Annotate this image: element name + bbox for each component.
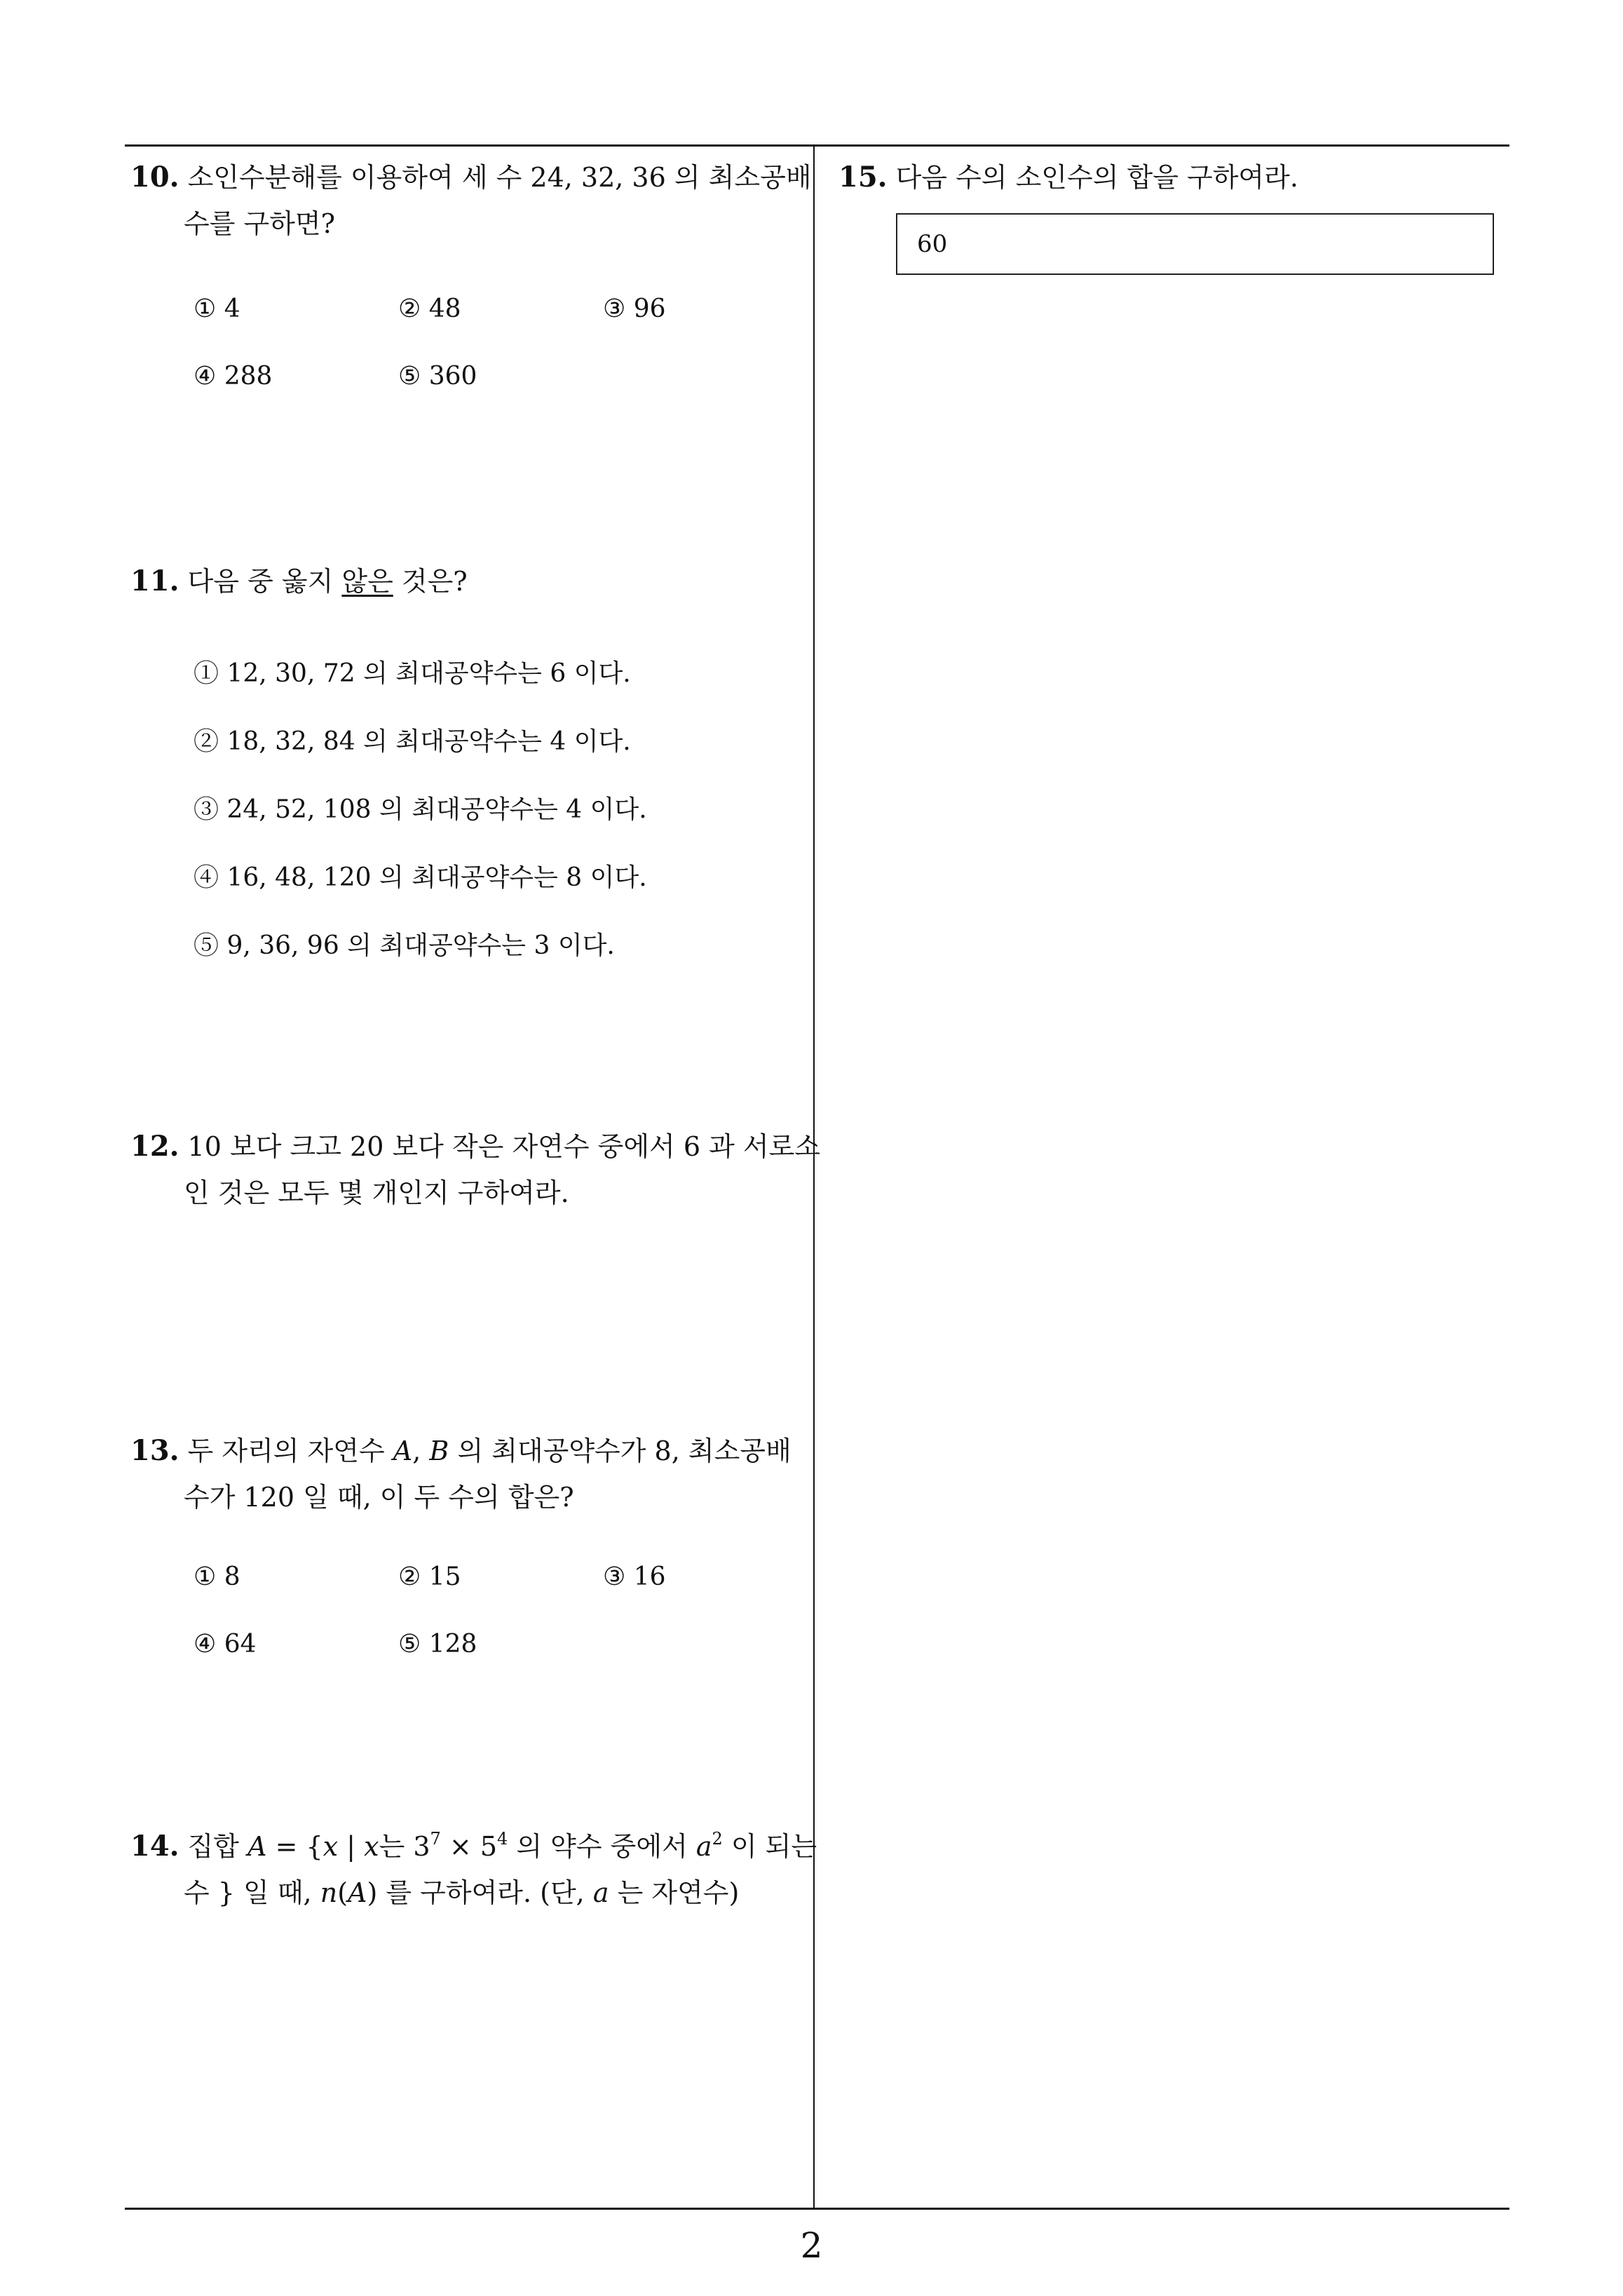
- choice-2[interactable]: ② 18, 32, 84 의 최대공약수는 4 이다.: [193, 727, 631, 756]
- top-rule: [125, 144, 1509, 147]
- question-14-line-1: 14. 집합 A = {x | x는 $3^7 \times 5^4$ 의 약수 중에서 $a^2$ 이 되는: [130, 1829, 817, 1863]
- question-11: [130, 558, 803, 605]
- choice-3[interactable]: ③ 24, 52, 108 의 최대공약수는 4 이다.: [193, 795, 647, 824]
- question-10-number: 10.: [130, 161, 179, 194]
- choice-5[interactable]: ⑤ 9, 36, 96 의 최대공약수는 3 이다.: [193, 931, 615, 960]
- choice-4[interactable]: ④ 288: [193, 362, 273, 391]
- question-10-line-1: 10. 소인수분해를 이용하여 세 수 24, 32, 36 의 최소공배: [130, 161, 812, 194]
- answer-box: 60: [896, 213, 1494, 275]
- question-10-line-2: 수를 구하면?: [184, 208, 335, 239]
- choice-3[interactable]: ③ 16: [603, 1562, 666, 1591]
- question-15: [838, 154, 1498, 201]
- question-12: [130, 1123, 821, 1216]
- question-13-line-1: 13. 두 자리의 자연수 A, B 의 최대공약수가 8, 최소공배: [130, 1434, 792, 1467]
- underlined-word: 않은: [341, 566, 393, 597]
- choice-2[interactable]: ② 48: [398, 295, 461, 323]
- choice-3[interactable]: ③ 96: [603, 295, 666, 323]
- question-11-number: 11.: [130, 565, 179, 597]
- question-13-line-2: 수가 120 일 때, 이 두 수의 합은?: [184, 1482, 574, 1513]
- choice-5[interactable]: ⑤ 360: [398, 362, 477, 391]
- question-10: [130, 154, 812, 247]
- choice-5[interactable]: ⑤ 128: [398, 1630, 477, 1659]
- choice-4[interactable]: ④ 64: [193, 1630, 257, 1659]
- choice-4[interactable]: ④ 16, 48, 120 의 최대공약수는 8 이다.: [193, 863, 647, 892]
- question-14: [130, 1823, 817, 1916]
- question-15-line-1: 15. 다음 수의 소인수의 합을 구하여라.: [838, 161, 1298, 194]
- choice-1[interactable]: ① 8: [193, 1562, 240, 1591]
- choice-1[interactable]: ① 12, 30, 72 의 최대공약수는 6 이다.: [193, 659, 631, 688]
- choice-2[interactable]: ② 15: [398, 1562, 461, 1591]
- question-12-line-1: 12. 10 보다 크고 20 보다 작은 자연수 중에서 6 과 서로소: [130, 1130, 821, 1163]
- question-13: [130, 1428, 803, 1520]
- question-11-line-1: 11. 다음 중 옳지 않은 것은?: [130, 565, 468, 597]
- question-13-number: 13.: [130, 1434, 179, 1467]
- bottom-rule: [125, 2208, 1509, 2210]
- question-15-number: 15.: [838, 161, 888, 194]
- question-14-line-2: 수 } 일 때, n(A) 를 구하여라. (단, a 는 자연수): [184, 1877, 740, 1908]
- choice-1[interactable]: ① 4: [193, 295, 240, 323]
- column-divider: [813, 144, 815, 2209]
- page-number: 2: [800, 2225, 823, 2266]
- question-12-number: 12.: [130, 1130, 179, 1163]
- question-14-number: 14.: [130, 1830, 179, 1863]
- question-12-line-2: 인 것은 모두 몇 개인지 구하여라.: [184, 1177, 569, 1208]
